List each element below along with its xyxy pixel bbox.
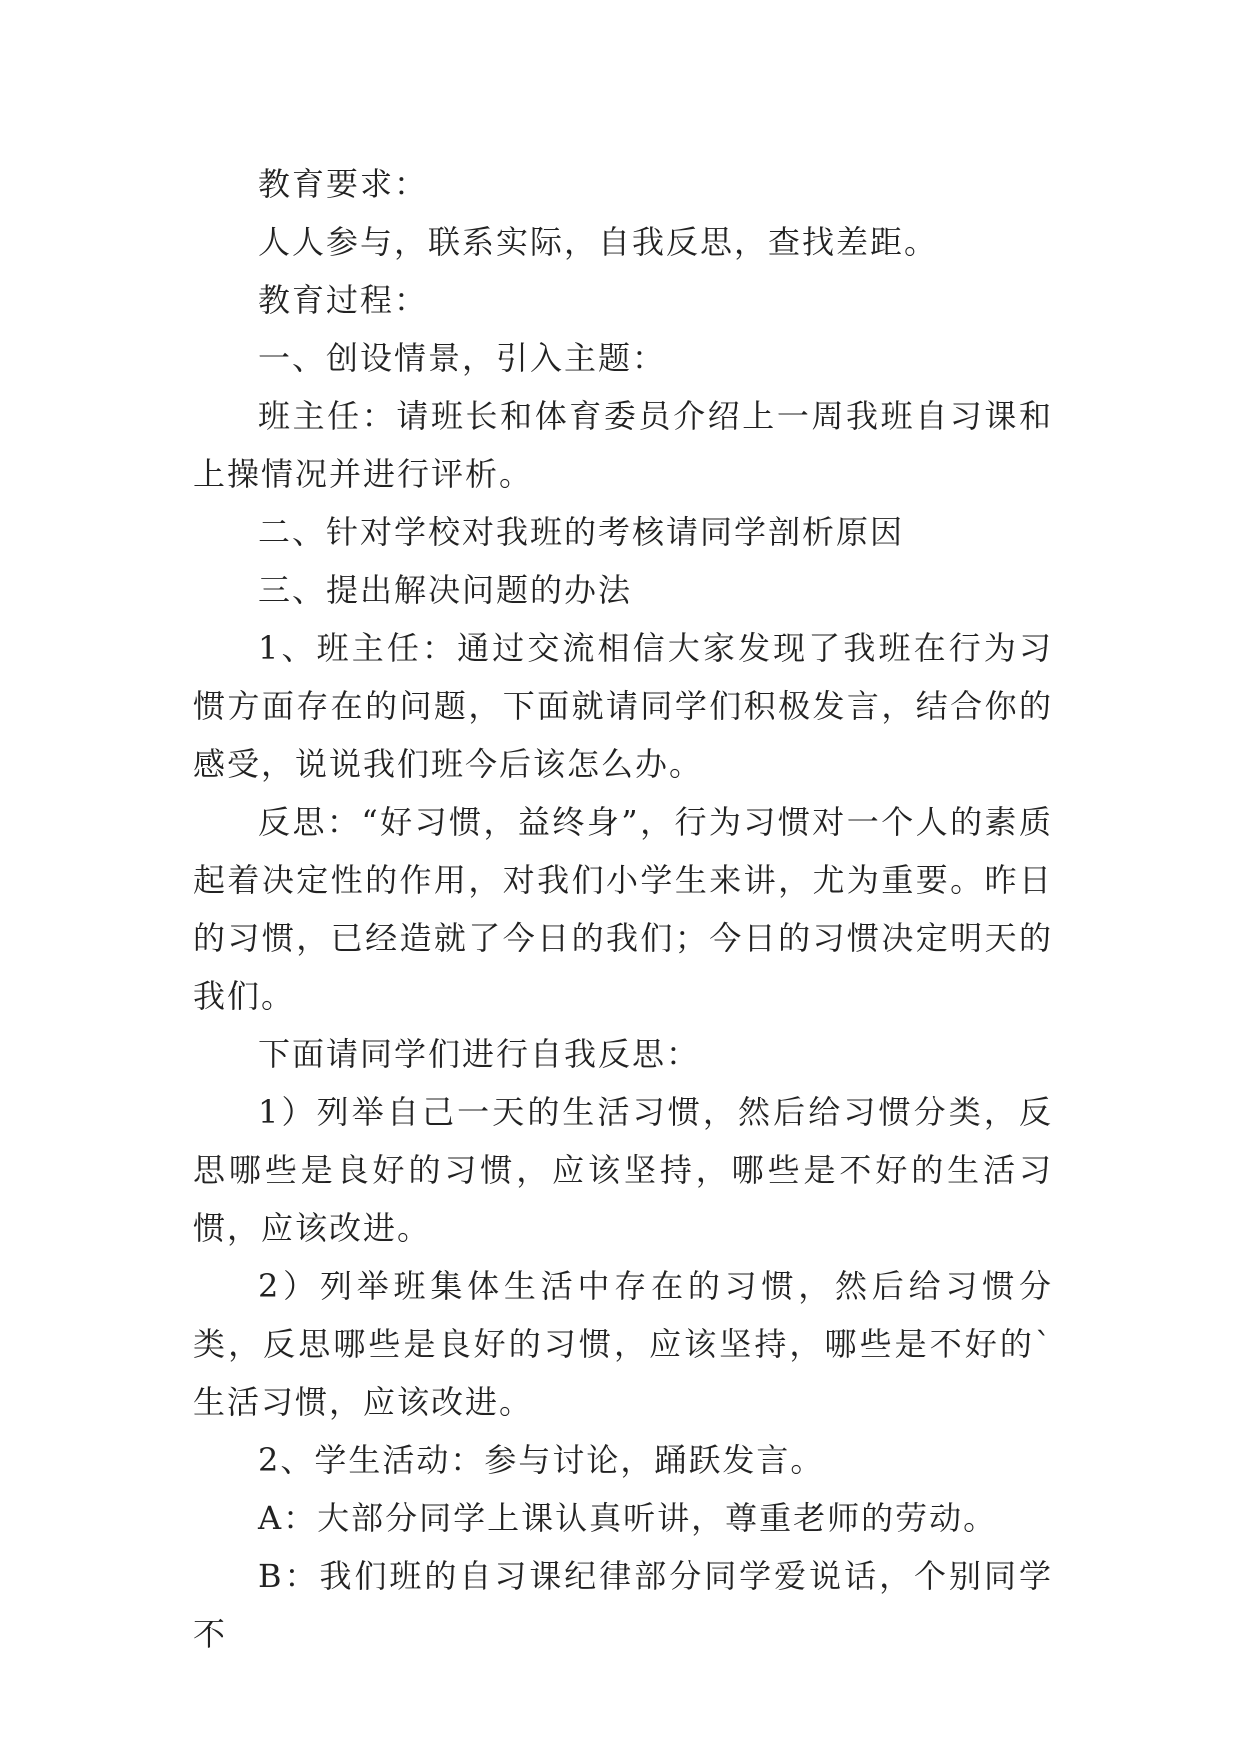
- paragraph-section-three-heading: 三、提出解决问题的办法: [258, 571, 633, 609]
- paragraph-list-item-one: 1）列举自己一天的生活习惯，然后给习惯分类，反思哪些是良好的习惯，应该坚持，哪些是不好的生活习惯，应该改进。: [193, 1093, 1053, 1247]
- paragraph-item-one-head-teacher: 1、班主任：通过交流相信大家发现了我班在行为习惯方面存在的问题，下面就请同学们积极发言，结合你的感受，说说我们班今后该怎么办。: [193, 629, 1053, 783]
- paragraph-self-reflection-prompt: 下面请同学们进行自我反思：: [258, 1035, 701, 1073]
- paragraph-list-item-two: 2）列举班集体生活中存在的习惯，然后给习惯分类，反思哪些是良好的习惯，应该坚持，哪些是不好的`生活习惯，应该改进。: [193, 1267, 1053, 1421]
- paragraph-student-activity: 2、学生活动：参与讨论，踊跃发言。: [258, 1441, 825, 1479]
- paragraph-section-one-heading: 一、创设情景，引入主题：: [258, 339, 667, 377]
- paragraph-section-two-heading: 二、针对学校对我班的考核请同学剖析原因: [258, 513, 905, 551]
- paragraph-head-teacher-intro: 班主任：请班长和体育委员介绍上一周我班自习课和上操情况并进行评析。: [193, 397, 1053, 493]
- document-body: [193, 155, 1053, 1663]
- paragraph-education-process-heading: 教育过程：: [258, 281, 429, 319]
- paragraph-education-requirements-heading: 教育要求：: [258, 165, 429, 203]
- paragraph-answer-a: A：大部分同学上课认真听讲，尊重老师的劳动。: [258, 1499, 998, 1537]
- paragraph-answer-b: B：我们班的自习课纪律部分同学爱说话，个别同学不: [193, 1557, 1053, 1653]
- paragraph-education-requirements: 人人参与，联系实际，自我反思，查找差距。: [258, 223, 939, 261]
- paragraph-reflection: 反思：“好习惯，益终身”，行为习惯对一个人的素质起着决定性的作用，对我们小学生来讲，尤为重要。昨日的习惯，已经造就了今日的我们；今日的习惯决定明天的我们。: [193, 803, 1053, 1015]
